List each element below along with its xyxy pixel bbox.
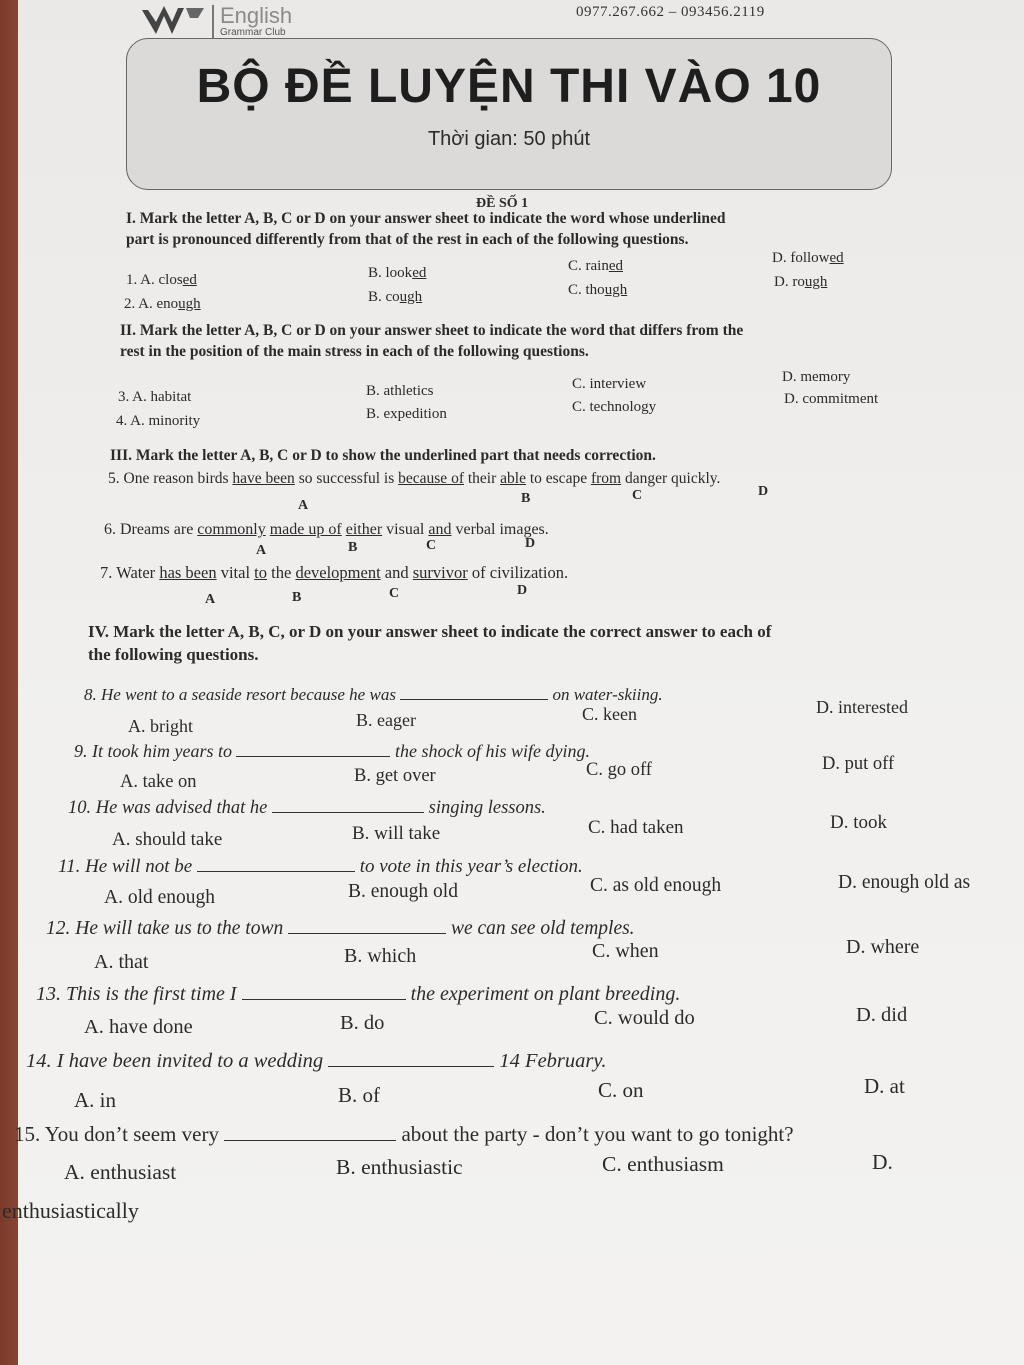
q7-label-a: A [205, 592, 216, 607]
logo-title: English [220, 2, 293, 28]
q6-sentence: 6. Dreams are commonly made up of either visual and verbal images. [104, 521, 549, 538]
q8-stem: 8. He went to a seaside resort because he was on water-skiing. [84, 685, 663, 704]
q3-option-c: C. interview [572, 376, 647, 392]
q15-stem: 15. You don’t seem very about the party - don’t you want to go tonight? [14, 1122, 794, 1146]
q13-option-a: A. have done [84, 1016, 193, 1038]
q13-option-d: D. did [856, 1004, 908, 1026]
q12-stem: 12. He will take us to the town we can see old temples. [46, 918, 635, 939]
q6-label-c: C [426, 538, 437, 553]
q6-label-a: A [256, 543, 267, 558]
q9-option-b: B. get over [354, 766, 436, 786]
q11-option-d: D. enough old as [838, 872, 971, 893]
q15-option-c: C. enthusiasm [602, 1152, 724, 1176]
q8-option-a: A. bright [128, 716, 193, 736]
q11-stem: 11. He will not be to vote in this year’s election. [58, 856, 583, 877]
q1-option-d: D. followed [772, 250, 844, 266]
q15-option-d: D. [872, 1150, 893, 1174]
section-4-line-1: IV. Mark the letter A, B, C, or D on your answer sheet to indicate the correct answer to each of [88, 622, 772, 641]
exam-title: BỘ ĐỀ LUYỆN THI VÀO 10 [196, 60, 822, 113]
q15-option-d-text: enthusiastically [2, 1198, 139, 1223]
q12-option-d: D. where [846, 936, 920, 958]
section-4-line-2: the following questions. [88, 645, 259, 664]
q2-option-b: B. cough [368, 289, 423, 305]
q1-option-b: B. looked [368, 265, 427, 281]
phone-numbers: 0977.267.662 – 093456.2119 [576, 4, 765, 20]
section-1-line-2: part is pronounced differently from that of the rest in each of the following questions. [126, 231, 689, 248]
q4-option-b: B. expedition [366, 406, 447, 422]
q8-option-c: C. keen [582, 704, 637, 724]
q8-option-b: B. eager [356, 710, 416, 730]
q11-option-a: A. old enough [104, 887, 216, 908]
q9-option-c: C. go off [586, 760, 652, 780]
q15-option-b: B. enthusiastic [336, 1155, 463, 1179]
q1-option-a: 1. A. closed [126, 272, 197, 288]
q14-option-c: C. on [598, 1078, 644, 1102]
q9-option-d: D. put off [822, 754, 895, 774]
q4-option-c: C. technology [572, 399, 657, 415]
q11-option-b: B. enough old [348, 881, 458, 902]
q14-option-d: D. at [864, 1074, 905, 1098]
q10-option-c: C. had taken [588, 817, 684, 838]
exam-number: ĐỀ SỐ 1 [476, 196, 529, 211]
q12-option-b: B. which [344, 945, 417, 967]
q5-label-d: D [758, 484, 769, 499]
section-2-line-1: II. Mark the letter A, B, C or D on your answer sheet to indicate the word that differs from the [120, 322, 744, 339]
logo-subtitle: Grammar Club [220, 26, 286, 38]
section-1-heading [126, 208, 926, 250]
q11-option-c: C. as old enough [590, 875, 722, 896]
section-2-heading [120, 320, 930, 362]
q6-label-d: D [525, 536, 536, 551]
exam-duration: Thời gian: 50 phút [427, 128, 591, 150]
q10-option-a: A. should take [112, 829, 223, 850]
q13-stem: 13. This is the first time I the experiment on plant breeding. [36, 983, 681, 1005]
q9-stem: 9. It took him years to the shock of his wife dying. [74, 741, 590, 761]
q3-option-b: B. athletics [366, 383, 434, 399]
section-1-line-1: I. Mark the letter A, B, C or D on your answer sheet to indicate the word whose underlined [126, 210, 726, 227]
q7-label-b: B [292, 590, 302, 605]
q4-option-d: D. commitment [784, 391, 879, 407]
section-3-heading: III. Mark the letter A, B, C or D to show the underlined part that needs correction. [110, 447, 656, 464]
section-4-heading [88, 620, 968, 666]
q13-option-b: B. do [340, 1012, 385, 1034]
q7-sentence: 7. Water has been vital to the development and survivor of civilization. [100, 563, 569, 582]
section-2-line-2: rest in the position of the main stress in each of the following questions. [120, 343, 589, 360]
q14-stem: 14. I have been invited to a wedding 14 February. [26, 1050, 607, 1072]
q3-option-d: D. memory [782, 369, 851, 385]
q8-option-d: D. interested [816, 697, 908, 717]
q1-option-c: C. rained [568, 258, 623, 274]
q9-option-a: A. take on [120, 772, 197, 792]
q4-option-a: 4. A. minority [116, 413, 201, 429]
q3-option-a: 3. A. habitat [118, 389, 192, 405]
q14-option-a: A. in [74, 1088, 116, 1112]
q12-option-a: A. that [94, 951, 149, 973]
q13-option-c: C. would do [594, 1007, 695, 1029]
q14-option-b: B. of [338, 1083, 380, 1107]
q5-label-c: C [632, 488, 643, 503]
q7-label-d: D [517, 583, 528, 598]
q5-label-a: A [298, 498, 309, 513]
q6-label-b: B [348, 540, 358, 555]
q2-option-a: 2. A. enough [124, 296, 201, 312]
q5-label-b: B [521, 491, 531, 506]
q2-option-d: D. rough [774, 274, 828, 290]
q10-stem: 10. He was advised that he singing lessons. [68, 798, 546, 818]
q10-option-d: D. took [830, 812, 887, 833]
q15-option-a: A. enthusiast [64, 1160, 177, 1184]
q12-option-c: C. when [592, 940, 659, 962]
q2-option-c: C. though [568, 282, 628, 298]
q7-label-c: C [389, 586, 400, 601]
q5-sentence: 5. One reason birds have been so successful is because of their able to escape from danger quickly. [108, 470, 721, 487]
q10-option-b: B. will take [352, 823, 441, 844]
